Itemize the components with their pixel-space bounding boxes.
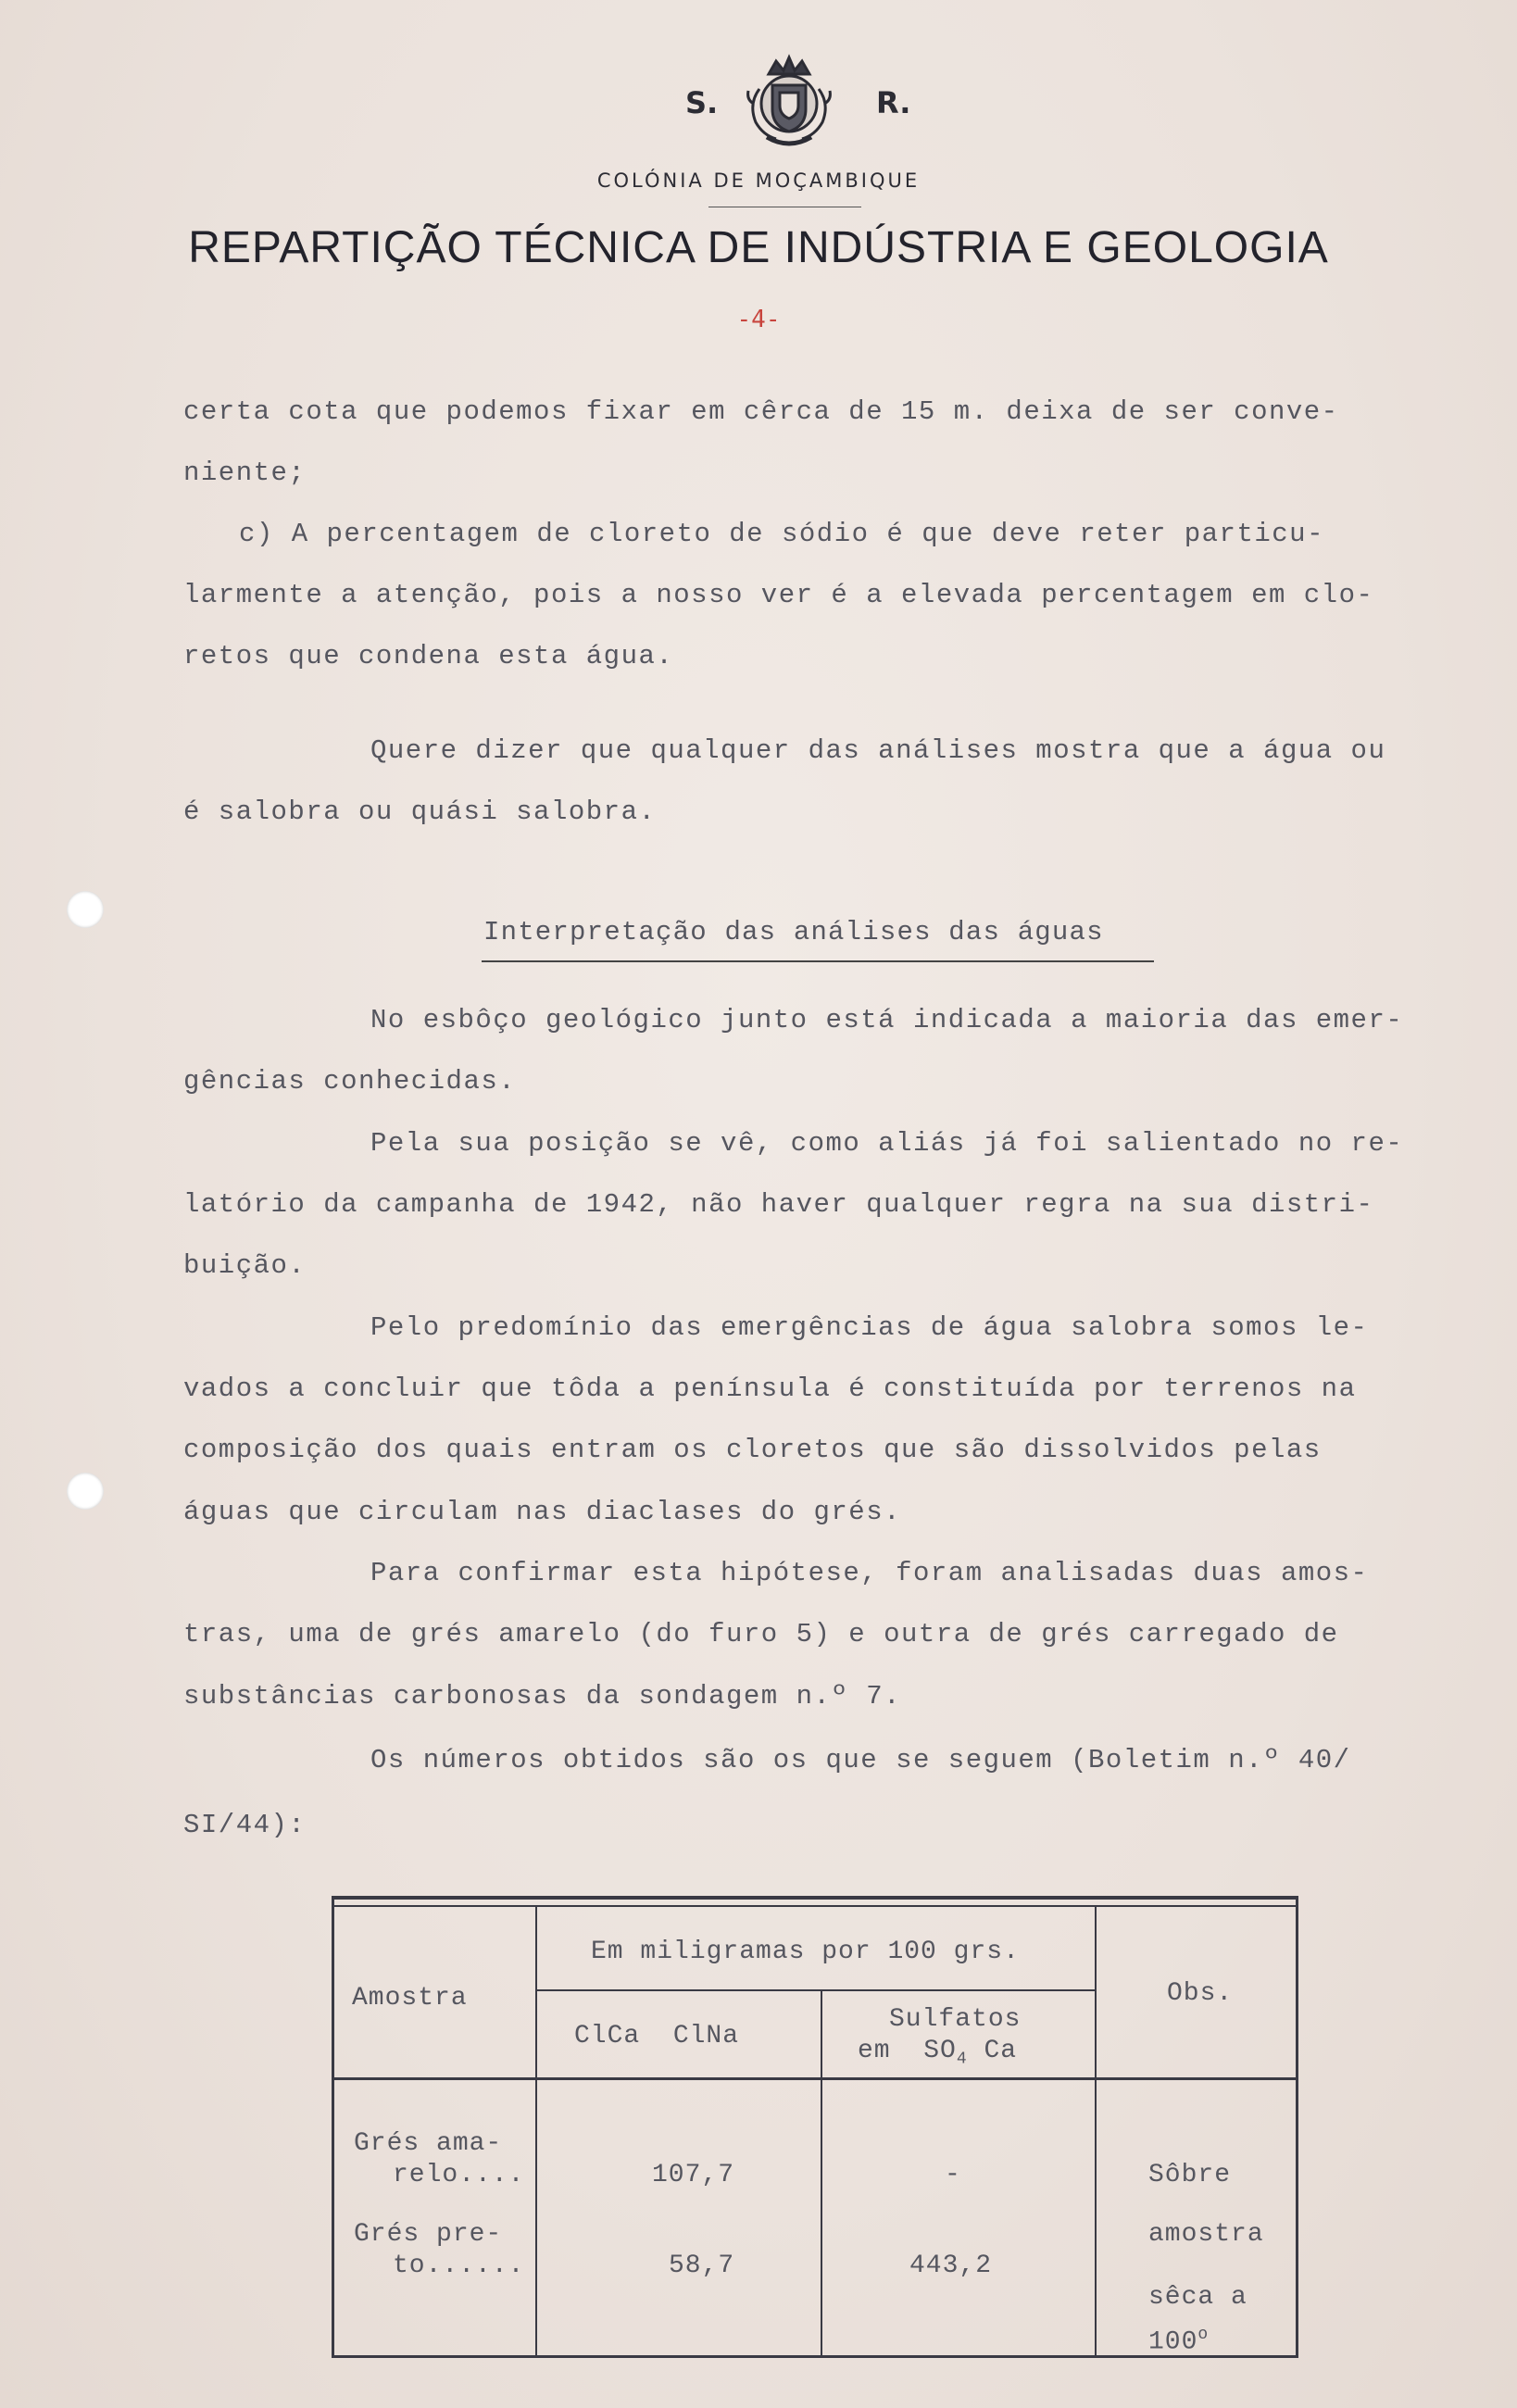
body-line: Pelo predomínio das emergências de água salobra somos le- xyxy=(370,1312,1369,1343)
body-line: substâncias carbonosas da sondagem n.º 7. xyxy=(183,1681,902,1712)
table-row-sulfatos: - xyxy=(945,2161,961,2189)
coat-of-arms-icon xyxy=(733,48,845,150)
body-line: é salobra ou quási salobra. xyxy=(183,796,657,827)
body-line: certa cota que podemos fixar em cêrca de 15 m. deixa de ser conve- xyxy=(183,396,1339,427)
table-border xyxy=(332,1896,334,2358)
obs-temperature: 100 xyxy=(1148,2327,1198,2357)
table-row-clca-clna: 107,7 xyxy=(652,2161,735,2189)
table-header-sample: Amostra xyxy=(352,1984,468,2013)
body-line: Pela sua posição se vê, como aliás já foi salientado no re- xyxy=(370,1128,1404,1159)
body-line: tras, uma de grés amarelo (do furo 5) e outra de grés carregado de xyxy=(183,1619,1339,1649)
table-row-sulfatos: 443,2 xyxy=(909,2251,993,2280)
body-line: Os números obtidos são os que se seguem (Boletim n.º 40/ xyxy=(370,1745,1351,1775)
degree-mark: o xyxy=(1197,2326,1210,2344)
table-header-group: Em miligramas por 100 grs. xyxy=(591,1938,1020,1966)
table-row-sample: Grés pre- xyxy=(354,2220,503,2249)
body-line: SI/44): xyxy=(183,1810,307,1840)
table-obs-line xyxy=(1148,2326,1209,2356)
body-line: águas que circulam nas diaclases do grés. xyxy=(183,1497,902,1527)
table-border xyxy=(535,1989,1097,1991)
table-obs-line: sêca a xyxy=(1148,2283,1247,2312)
body-line: niente; xyxy=(183,458,307,488)
table-header-sulfatos-unit xyxy=(858,2037,1017,2069)
table-border xyxy=(1296,1896,1298,2358)
table-border xyxy=(332,1905,1298,1907)
body-line: retos que condena esta água. xyxy=(183,641,674,671)
body-line: gências conhecidas. xyxy=(183,1066,517,1097)
table-header-obs: Obs. xyxy=(1167,1979,1234,2008)
table-border xyxy=(332,1896,1298,1900)
department-title: REPARTIÇÃO TÉCNICA DE INDÚSTRIA E GEOLOGIA xyxy=(188,223,1329,272)
section-heading: Interpretação das análises das águas xyxy=(483,917,1104,947)
sulfatos-unit-suffix: Ca xyxy=(967,2037,1018,2065)
sulfatos-unit-subscript: 4 xyxy=(956,2050,968,2069)
body-line: larmente a atenção, pois a nosso ver é a elevada percentagem em clo- xyxy=(183,580,1374,610)
table-row-sample: Grés ama- xyxy=(354,2129,503,2158)
punch-hole xyxy=(67,1473,104,1510)
table-border xyxy=(535,1905,537,2358)
body-line: buição. xyxy=(183,1250,307,1281)
table-row-sample: relo.... xyxy=(393,2161,525,2189)
sulfatos-unit-text: em SO xyxy=(858,2037,957,2065)
table-border xyxy=(1095,1905,1097,2358)
table-border xyxy=(332,2077,1298,2080)
heading-underline xyxy=(482,960,1154,962)
body-line: Quere dizer que qualquer das análises mostra que a água ou xyxy=(370,735,1386,766)
punch-hole xyxy=(67,891,104,928)
table-obs-line: amostra xyxy=(1148,2220,1264,2249)
body-line: vados a concluir que tôda a península é constituída por terrenos na xyxy=(183,1373,1357,1404)
colony-name: COLÓNIA DE MOÇAMBIQUE xyxy=(596,169,921,192)
table-row-clca-clna: 58,7 xyxy=(669,2251,735,2280)
body-line: c) A percentagem de cloreto de sódio é que deve reter particu- xyxy=(239,519,1324,549)
page-number: -4- xyxy=(736,306,781,333)
body-line: Para confirmar esta hipótese, foram analisadas duas amos- xyxy=(370,1558,1369,1588)
letterhead-right-mark: R. xyxy=(876,85,911,120)
table-header-sulfatos: Sulfatos xyxy=(889,2005,1022,2034)
table-row-sample: to...... xyxy=(393,2251,525,2280)
body-line: No esbôço geológico junto está indicada a maioria das emer- xyxy=(370,1005,1404,1035)
body-line: latório da campanha de 1942, não haver qualquer regra na sua distri- xyxy=(183,1189,1374,1220)
table-header-clca-clna: ClCa ClNa xyxy=(574,2022,740,2051)
table-obs-line: Sôbre xyxy=(1148,2161,1232,2189)
analysis-table xyxy=(332,1896,1298,2359)
table-border xyxy=(821,1989,822,2358)
body-line: composição dos quais entram os cloretos que são dissolvidos pelas xyxy=(183,1435,1322,1465)
letterhead-left-mark: S. xyxy=(685,85,719,120)
